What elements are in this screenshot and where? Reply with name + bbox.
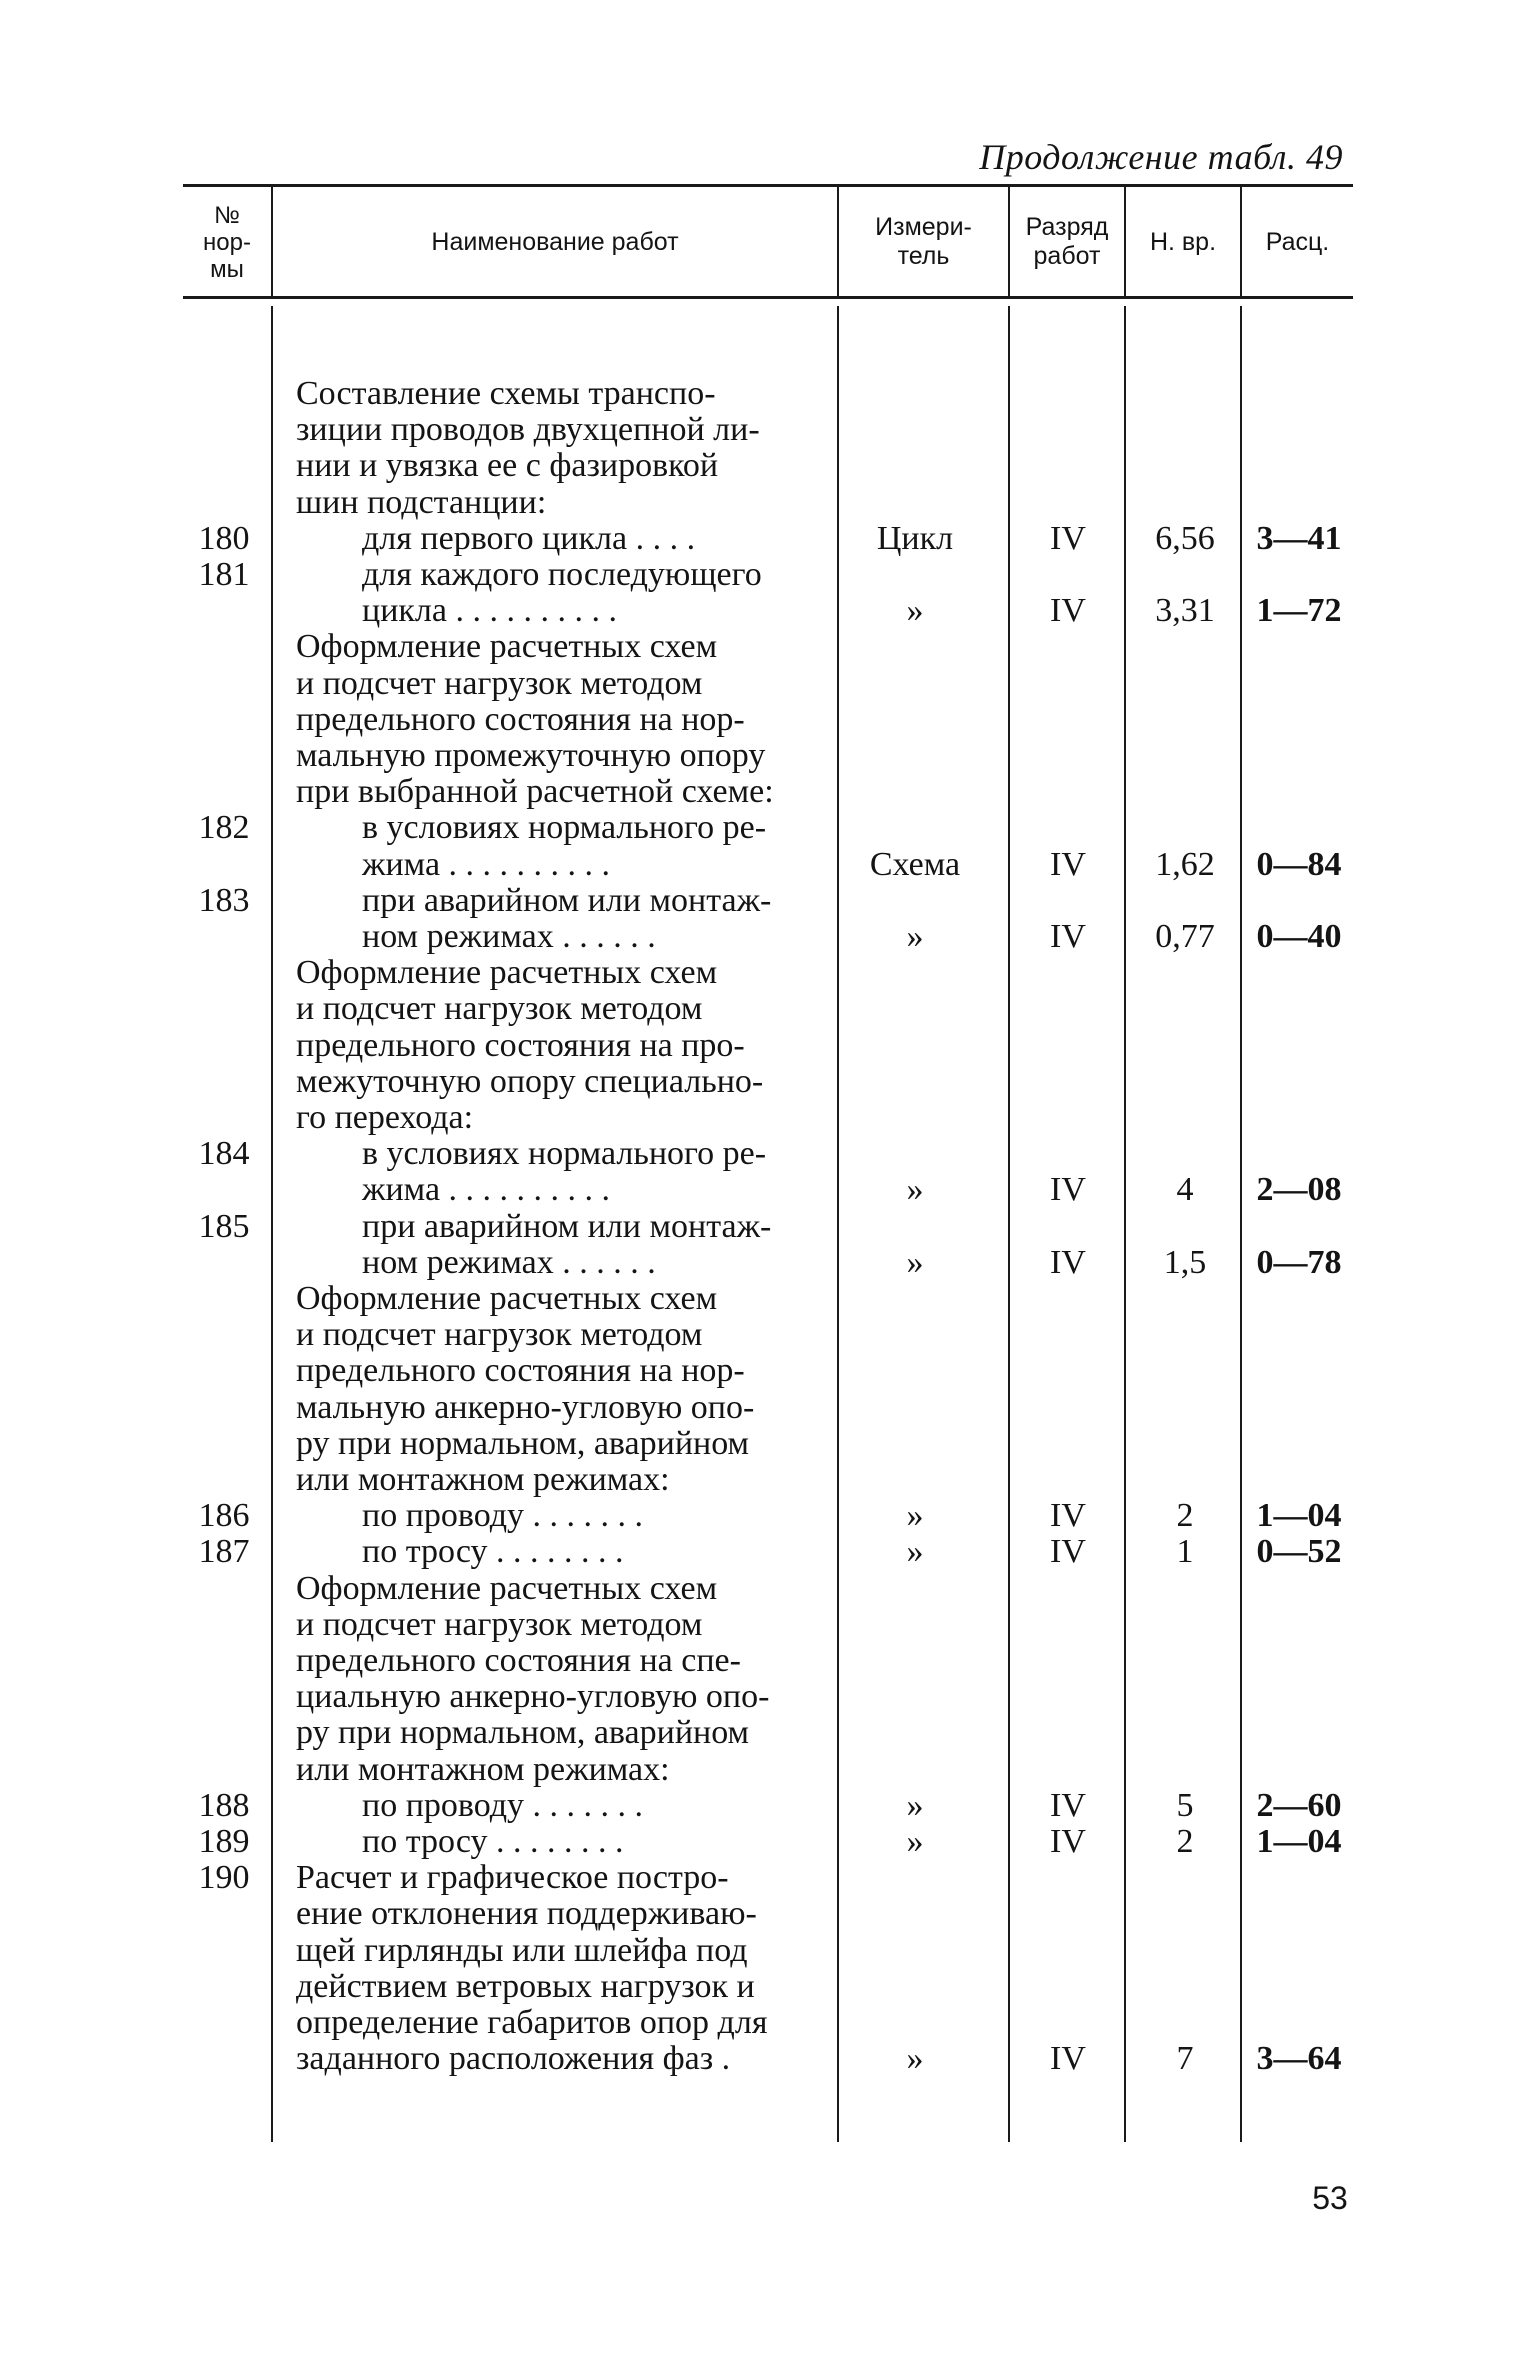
- table-row: [0, 1788, 1535, 1824]
- work-name: Оформление расчетных схем: [296, 954, 718, 991]
- row-number: 185: [198, 1208, 250, 1245]
- table-row: [0, 1100, 1535, 1136]
- work-grade: IV: [1050, 520, 1086, 557]
- row-number: 189: [198, 1823, 250, 1860]
- table-row: [0, 810, 1535, 846]
- table-row: [0, 883, 1535, 919]
- work-name: предельного состояния на нор-: [296, 1352, 745, 1389]
- table-row: [0, 521, 1535, 557]
- work-grade: IV: [1050, 1497, 1086, 1534]
- measure-unit: »: [906, 1244, 924, 1281]
- table-row: [0, 1824, 1535, 1860]
- rate-value: 2—08: [1256, 1171, 1342, 1208]
- rate-value: 2—60: [1256, 1787, 1342, 1824]
- measure-unit: »: [906, 2040, 924, 2077]
- header-name: Наименование работ: [431, 227, 679, 256]
- table-row: [0, 1209, 1535, 1245]
- work-name: для каждого последующего: [362, 556, 762, 593]
- work-grade: IV: [1050, 918, 1086, 955]
- time-norm: 0,77: [1155, 918, 1215, 955]
- table-row: [0, 1390, 1535, 1426]
- work-name: определение габаритов опор для: [296, 2004, 768, 2041]
- table-row: [0, 1426, 1535, 1462]
- rate-value: 1—04: [1256, 1823, 1342, 1860]
- work-name: ном режимах . . . . . .: [362, 918, 656, 955]
- measure-unit: »: [906, 1497, 924, 1534]
- work-name: и подсчет нагрузок методом: [296, 1316, 703, 1353]
- work-name: межуточную опору специально-: [296, 1063, 764, 1100]
- rate-value: 0—84: [1256, 846, 1342, 883]
- table-row: [0, 1462, 1535, 1498]
- table-row: [0, 1136, 1535, 1172]
- measure-unit: »: [906, 592, 924, 629]
- table-row: [0, 593, 1535, 629]
- table-row: [0, 847, 1535, 883]
- table-row: [0, 1933, 1535, 1969]
- work-grade: IV: [1050, 1787, 1086, 1824]
- table-row: [0, 774, 1535, 810]
- work-name: шин подстанции:: [296, 484, 547, 521]
- work-grade: IV: [1050, 2040, 1086, 2077]
- work-name: го перехода:: [296, 1099, 474, 1136]
- work-grade: IV: [1050, 846, 1086, 883]
- measure-unit: Схема: [869, 846, 961, 883]
- work-name: заданного расположения фаз .: [296, 2040, 731, 2077]
- work-name: в условиях нормального ре-: [362, 1135, 767, 1172]
- table-row: [0, 1607, 1535, 1643]
- work-name: Оформление расчетных схем: [296, 1280, 718, 1317]
- work-name: в условиях нормального ре-: [362, 809, 767, 846]
- rate-value: 1—72: [1256, 592, 1342, 629]
- work-name: действием ветровых нагрузок и: [296, 1968, 755, 2005]
- table-continuation-caption: Продолжение табл. 49: [979, 137, 1343, 177]
- work-name: или монтажном режимах:: [296, 1461, 670, 1498]
- measure-unit: »: [906, 918, 924, 955]
- rate-value: 1—04: [1256, 1497, 1342, 1534]
- work-name: предельного состояния на спе-: [296, 1642, 741, 1679]
- rate-value: 0—78: [1256, 1244, 1342, 1281]
- header-time: Н. вр.: [1149, 227, 1217, 256]
- time-norm: 1,5: [1163, 1244, 1207, 1281]
- header-rate: Расц.: [1265, 227, 1330, 256]
- measure-unit: »: [906, 1171, 924, 1208]
- work-name: мальную промежуточную опору: [296, 737, 766, 774]
- work-grade: IV: [1050, 592, 1086, 629]
- work-name: по тросу . . . . . . . .: [362, 1823, 624, 1860]
- measure-unit: »: [906, 1787, 924, 1824]
- work-name: и подсчет нагрузок методом: [296, 1606, 703, 1643]
- row-number: 186: [198, 1497, 250, 1534]
- work-name: предельного состояния на нор-: [296, 701, 745, 738]
- table-row: [0, 1860, 1535, 1896]
- work-name: по тросу . . . . . . . .: [362, 1533, 624, 1570]
- table-row: [0, 412, 1535, 448]
- table-row: [0, 738, 1535, 774]
- work-name: щей гирлянды или шлейфа под: [296, 1932, 748, 1969]
- work-name: Оформление расчетных схем: [296, 1570, 718, 1607]
- time-norm: 3,31: [1155, 592, 1215, 629]
- time-norm: 1,62: [1155, 846, 1215, 883]
- work-name: и подсчет нагрузок методом: [296, 990, 703, 1027]
- rate-value: 0—40: [1256, 918, 1342, 955]
- work-name: зиции проводов двухцепной ли-: [296, 411, 760, 448]
- row-number: 187: [198, 1533, 250, 1570]
- table-row: [0, 1969, 1535, 2005]
- table-row: [0, 376, 1535, 412]
- rate-value: 3—41: [1256, 520, 1342, 557]
- row-number: 180: [198, 520, 250, 557]
- time-norm: 2: [1176, 1497, 1194, 1534]
- time-norm: 6,56: [1155, 520, 1215, 557]
- table-row: [0, 1245, 1535, 1281]
- measure-unit: »: [906, 1533, 924, 1570]
- table-row: [0, 1571, 1535, 1607]
- row-number: 184: [198, 1135, 250, 1172]
- table-row: [0, 485, 1535, 521]
- time-norm: 5: [1176, 1787, 1194, 1824]
- table-row: [0, 702, 1535, 738]
- table-row: [0, 1534, 1535, 1570]
- table-row: [0, 955, 1535, 991]
- table-row: [0, 1752, 1535, 1788]
- work-grade: IV: [1050, 1533, 1086, 1570]
- header-number: № нор- мы: [203, 201, 251, 283]
- table-row: [0, 448, 1535, 484]
- row-number: 183: [198, 882, 250, 919]
- table-row: [0, 2041, 1535, 2077]
- work-name: по проводу . . . . . . .: [362, 1787, 644, 1824]
- table-row: [0, 629, 1535, 665]
- page-number: 53: [1312, 2180, 1348, 2216]
- table-row: [0, 1281, 1535, 1317]
- header-unit: Измери- тель: [875, 213, 972, 270]
- work-name: ном режимах . . . . . .: [362, 1244, 656, 1281]
- header-grade: Разряд работ: [1025, 213, 1109, 270]
- measure-unit: »: [906, 1823, 924, 1860]
- work-grade: IV: [1050, 1244, 1086, 1281]
- work-name: жима . . . . . . . . . .: [362, 1171, 611, 1208]
- rate-value: 3—64: [1256, 2040, 1342, 2077]
- table-row: [0, 1498, 1535, 1534]
- row-number: 188: [198, 1787, 250, 1824]
- header-top-rule: [183, 184, 1353, 187]
- table-row: [0, 2005, 1535, 2041]
- work-name: Оформление расчетных схем: [296, 628, 718, 665]
- work-name: цикла . . . . . . . . . .: [362, 592, 617, 629]
- work-name: при выбранной расчетной схеме:: [296, 773, 774, 810]
- table-row: [0, 666, 1535, 702]
- header-bottom-rule: [183, 296, 1353, 299]
- work-name: Составление схемы транспо-: [296, 375, 716, 412]
- time-norm: 1: [1176, 1533, 1194, 1570]
- table-row: [0, 991, 1535, 1027]
- work-name: предельного состояния на про-: [296, 1027, 745, 1064]
- work-name: ение отклонения поддерживаю-: [296, 1895, 757, 1932]
- work-name: при аварийном или монтаж-: [362, 1208, 772, 1245]
- work-name: Расчет и графическое постро-: [296, 1859, 729, 1896]
- work-name: нии и увязка ее с фазировкой: [296, 447, 719, 484]
- row-number: 190: [198, 1859, 250, 1896]
- work-name: ру при нормальном, аварийном: [296, 1714, 750, 1751]
- table-row: [0, 1317, 1535, 1353]
- table-row: [0, 1172, 1535, 1208]
- table-row: [0, 919, 1535, 955]
- table-row: [0, 1679, 1535, 1715]
- work-name: ру при нормальном, аварийном: [296, 1425, 750, 1462]
- work-grade: IV: [1050, 1171, 1086, 1208]
- work-grade: IV: [1050, 1823, 1086, 1860]
- work-name: или монтажном режимах:: [296, 1751, 670, 1788]
- measure-unit: Цикл: [876, 520, 954, 557]
- table-row: [0, 557, 1535, 593]
- table-row: [0, 1028, 1535, 1064]
- work-name: и подсчет нагрузок методом: [296, 665, 703, 702]
- work-name: жима . . . . . . . . . .: [362, 846, 611, 883]
- work-name: при аварийном или монтаж-: [362, 882, 772, 919]
- table-row: [0, 1896, 1535, 1932]
- table-row: [0, 1715, 1535, 1751]
- work-name: циальную анкерно-угловую опо-: [296, 1678, 770, 1715]
- table-row: [0, 1643, 1535, 1679]
- rate-value: 0—52: [1256, 1533, 1342, 1570]
- work-name: по проводу . . . . . . .: [362, 1497, 644, 1534]
- time-norm: 4: [1176, 1171, 1194, 1208]
- row-number: 181: [198, 556, 250, 593]
- work-name: мальную анкерно-угловую опо-: [296, 1389, 755, 1426]
- time-norm: 7: [1176, 2040, 1194, 2077]
- table-row: [0, 1064, 1535, 1100]
- row-number: 182: [198, 809, 250, 846]
- table-row: [0, 1353, 1535, 1389]
- work-name: для первого цикла . . . .: [362, 520, 696, 557]
- time-norm: 2: [1176, 1823, 1194, 1860]
